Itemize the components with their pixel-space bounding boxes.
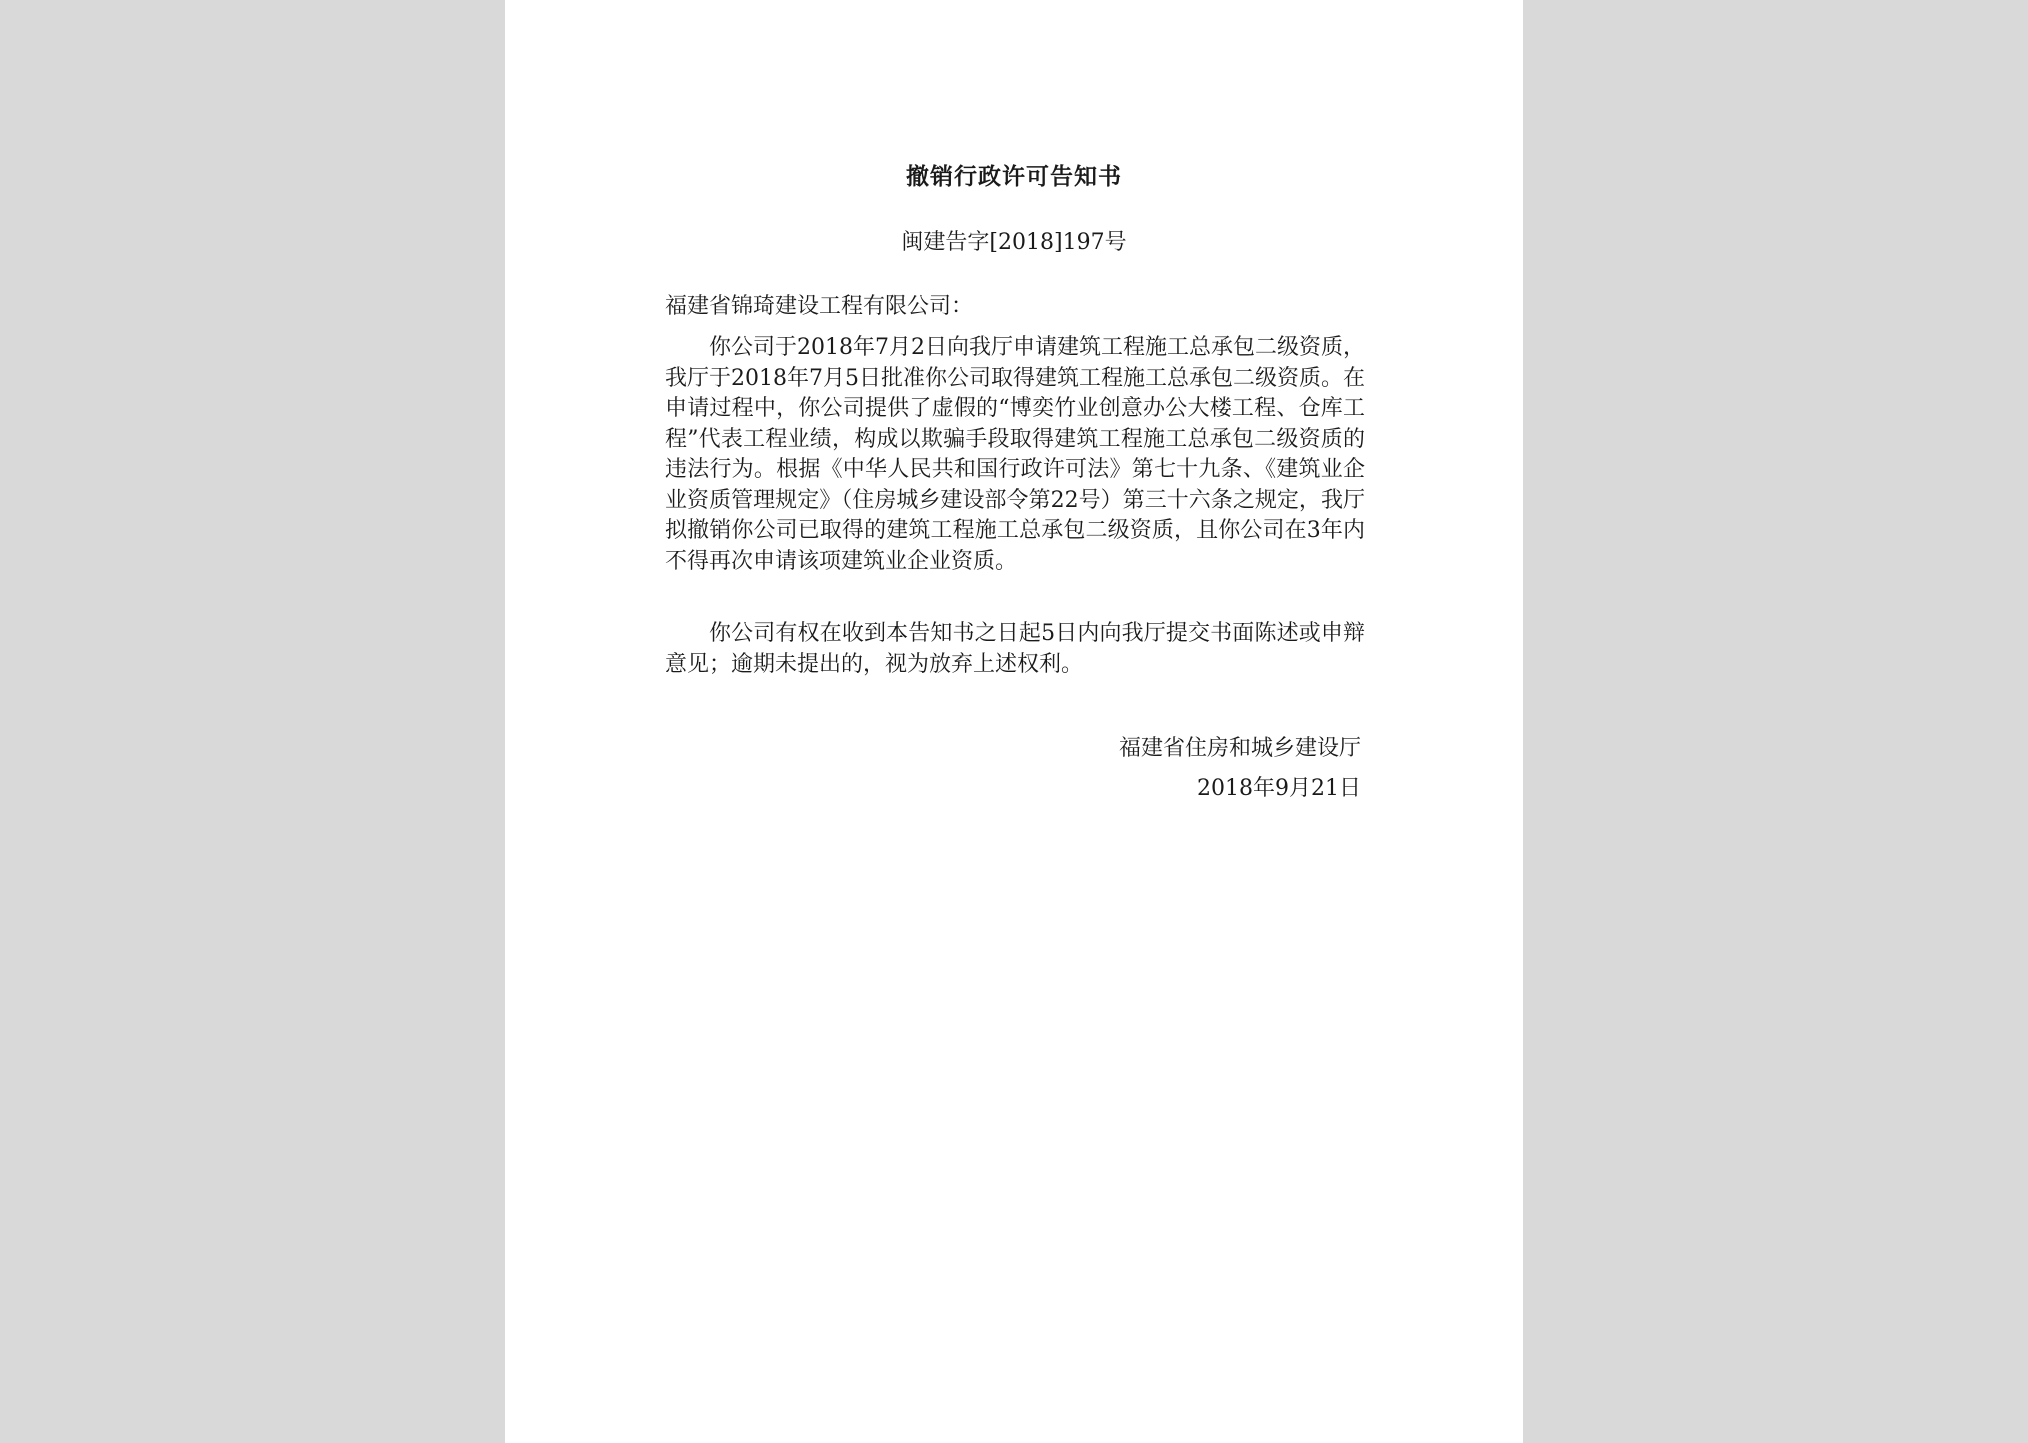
addressee: 福建省锦琦建设工程有限公司： (665, 294, 974, 319)
signature-date: 2018年9月21日 (1197, 776, 1361, 801)
document-title: 撤销行政许可告知书 (906, 163, 1122, 190)
body-paragraph: 你公司有权在收到本告知书之日起5日内向我厅提交书面陈述或申辩意见；逾期未提出的，视为放弃上述权利。 (665, 621, 1365, 677)
document-number: 闽建告字[2018]197号 (901, 230, 1127, 255)
signature-organization: 福建省住房和城乡建设厅 (1118, 736, 1361, 761)
body-paragraph: 你公司于2018年7月2日向我厅申请建筑工程施工总承包二级资质，我厅于2018年7月5日批准你公司取得建筑工程施工总承包二级资质。在申请过程中，你公司提供了虚假的“博奕竹业创意办公大楼工程、仓库工程”代表工程业绩，构成以欺骗手段取得建筑工程施工总承包二级资质的违法行为。根据《中华人民共和国行政许可法》第七十九条、《建筑业企业资质管理规定》（住房城乡建设部令第22号）第三十六条之规定，我厅拟撤销你公司已取得的建筑工程施工总承包二级资质，且你公司在3年内不得再次申请该项建筑业企业资质。 (665, 335, 1365, 574)
document-page (505, 0, 1523, 1443)
